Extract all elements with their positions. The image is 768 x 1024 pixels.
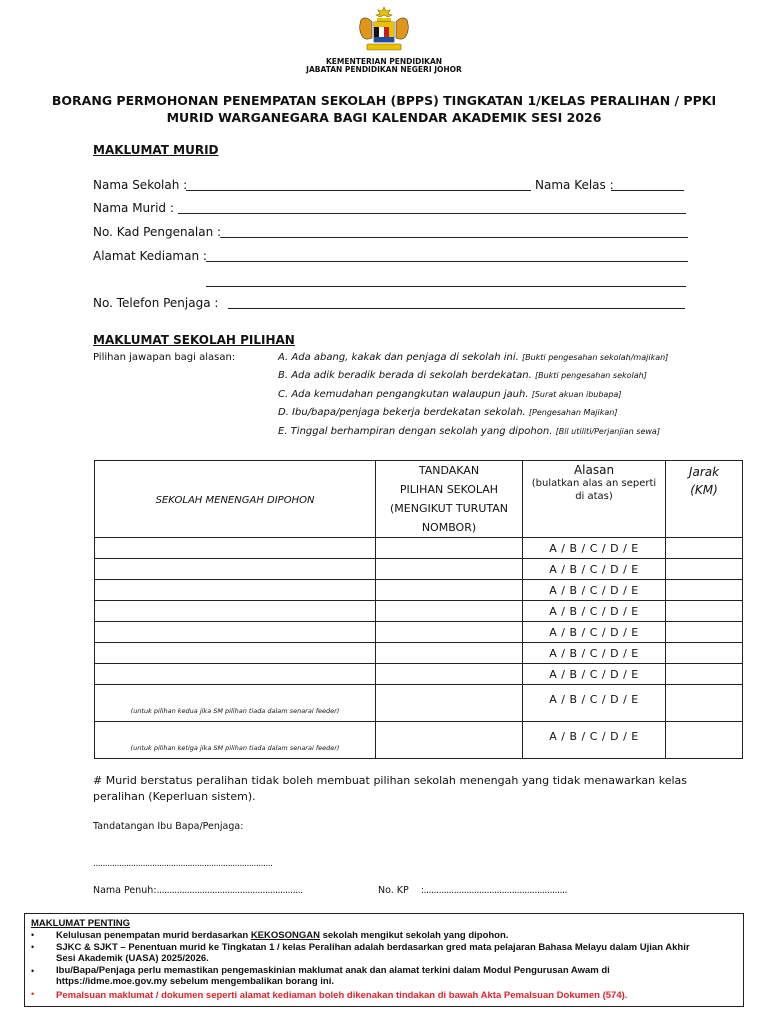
school-cell[interactable] <box>95 622 376 643</box>
choice-cell[interactable] <box>376 685 523 722</box>
class-name-label: Nama Kelas : <box>535 178 614 192</box>
note-vacancy <box>56 930 508 941</box>
table-row <box>95 559 743 580</box>
second-choice-note: (untuk pilihan kedua jika SM pilihan tiada dalam senarai feeder) <box>130 707 340 715</box>
header-distance-column <box>666 461 743 538</box>
choice-cell[interactable] <box>376 664 523 685</box>
choice-cell[interactable] <box>376 559 523 580</box>
guardian-ic-row <box>378 885 567 896</box>
reason-option-b-text: B. Ada adik beradik berada di sekolah berdekatan. <box>278 370 532 381</box>
ic-number-field[interactable] <box>220 237 688 238</box>
distance-cell[interactable] <box>666 622 743 643</box>
reason-option-a-proof: [Bukti pengesahan sekolah/majikan] <box>521 353 669 362</box>
reason-cell[interactable]: A / B / C / D / E <box>523 622 666 643</box>
student-name-label: Nama Murid : <box>93 201 174 215</box>
guardian-phone-label: No. Telefon Penjaga : <box>93 296 219 310</box>
note-sjkc-sjkt-line2: Sesi Akademik (UASA) 2025/2026. <box>56 953 209 964</box>
reason-cell[interactable]: A / B / C / D / E <box>523 685 666 722</box>
choice-cell[interactable] <box>376 643 523 664</box>
school-choice-heading: MAKLUMAT SEKOLAH PILIHAN <box>93 333 295 347</box>
table-row <box>95 538 743 559</box>
header-choice-line3: (MENGIKUT TURUTAN <box>390 502 508 515</box>
note-forgery-warning: Pemalsuan maklumat / dokumen seperti alamat kediaman boleh dikenakan tindakan di bawah Akta Pemalsuan Dokumen (574). <box>56 990 628 1001</box>
guardian-ic-label: No. KP <box>378 885 409 896</box>
choice-cell[interactable] <box>376 722 523 759</box>
note-idme-line1: Ibu/Bapa/Penjaga perlu memastikan pengemaskinian maklumat anak dan alamat terkini dalam Modul Pengurusan Awam di <box>56 965 610 976</box>
bullet-icon: • <box>31 930 35 940</box>
class-name-field[interactable] <box>611 190 684 191</box>
reason-option-a <box>278 352 668 363</box>
school-cell[interactable] <box>95 685 376 722</box>
table-row <box>95 601 743 622</box>
address-label: Alamat Kediaman : <box>93 249 207 263</box>
header-school-column <box>95 461 376 538</box>
transition-student-note: # Murid berstatus peralihan tidak boleh membuat pilihan sekolah menengah yang tidak menawarkan kelas peralihan (Keperluan sistem). <box>93 774 687 803</box>
choice-cell[interactable] <box>376 601 523 622</box>
important-notes-box <box>24 913 744 1007</box>
table-row <box>95 664 743 685</box>
reason-option-c-text: C. Ada kemudahan pengangkutan walaupun jauh. <box>278 389 529 400</box>
important-notes-heading: MAKLUMAT PENTING <box>31 918 131 929</box>
choice-cell[interactable] <box>376 622 523 643</box>
reason-option-c-proof: [Surat akuan ibubapa] <box>531 390 622 399</box>
student-name-field[interactable] <box>178 213 686 214</box>
bullet-icon: • <box>31 942 35 952</box>
distance-cell[interactable] <box>666 538 743 559</box>
reason-option-e <box>278 426 660 437</box>
department-name: JABATAN PENDIDIKAN NEGERI JOHOR <box>306 65 462 74</box>
reason-option-d <box>278 407 617 418</box>
ic-number-label: No. Kad Pengenalan : <box>93 225 222 239</box>
form-title <box>40 92 728 126</box>
header-choice-line1: TANDAKAN <box>418 464 480 477</box>
reason-cell[interactable]: A / B / C / D / E <box>523 722 666 759</box>
school-cell[interactable] <box>95 643 376 664</box>
reason-option-b <box>278 370 647 381</box>
guardian-phone-field[interactable] <box>228 308 685 309</box>
table-row <box>95 580 743 601</box>
full-name-row <box>93 885 303 896</box>
header-reason-title: Alasan <box>573 463 615 477</box>
bullet-icon: • <box>31 989 35 999</box>
reason-option-d-proof: [Pengesahan Majikan] <box>528 408 618 417</box>
address-field-line2[interactable] <box>206 286 686 287</box>
full-name-field[interactable]: .......................................................... <box>156 885 303 896</box>
distance-cell[interactable] <box>666 685 743 722</box>
distance-cell[interactable] <box>666 559 743 580</box>
full-name-label: Nama Penuh: <box>93 885 157 896</box>
reason-cell[interactable]: A / B / C / D / E <box>523 580 666 601</box>
distance-cell[interactable] <box>666 601 743 622</box>
note-vacancy-post: sekolah mengikut sekolah yang dipohon. <box>319 930 509 941</box>
guardian-signature-field[interactable]: ............................................................................ <box>93 859 273 869</box>
school-cell[interactable] <box>95 664 376 685</box>
distance-cell[interactable] <box>666 664 743 685</box>
reason-cell[interactable]: A / B / C / D / E <box>523 538 666 559</box>
reason-option-a-text: A. Ada abang, kakak dan penjaga di sekolah ini. <box>278 352 519 363</box>
guardian-ic-field[interactable]: :......................................................... <box>420 885 568 896</box>
header-distance-title: Jarak <box>688 465 720 479</box>
header-choice-line2: PILIHAN SEKOLAH <box>399 483 499 496</box>
reason-cell[interactable]: A / B / C / D / E <box>523 664 666 685</box>
address-field-line1[interactable] <box>206 261 688 262</box>
reason-cell[interactable]: A / B / C / D / E <box>523 643 666 664</box>
school-cell[interactable] <box>95 580 376 601</box>
distance-cell[interactable] <box>666 722 743 759</box>
note-vacancy-pre: Kelulusan penempatan murid berdasarkan <box>56 930 251 941</box>
school-cell[interactable] <box>95 559 376 580</box>
choice-cell[interactable] <box>376 580 523 601</box>
guardian-signature-label: Tandatangan Ibu Bapa/Penjaga: <box>93 821 244 832</box>
reason-cell[interactable]: A / B / C / D / E <box>523 559 666 580</box>
reason-option-e-proof: [Bil utiliti/Perjanjian sewa] <box>555 427 660 436</box>
note-vacancy-keyword: KEKOSONGAN <box>250 930 320 941</box>
distance-cell[interactable] <box>666 580 743 601</box>
reason-option-e-text: E. Tinggal berhampiran dengan sekolah yang dipohon. <box>278 426 553 437</box>
form-title-line2: MURID WARGANEGARA BAGI KALENDAR AKADEMIK SESI 2026 <box>166 110 602 125</box>
table-header-row <box>95 461 743 538</box>
reason-intro: Pilihan jawapan bagi alasan: <box>93 352 236 363</box>
third-choice-note: (untuk pilihan ketiga jika SM pilihan tiada dalam senarai feeder) <box>130 744 340 752</box>
reason-option-c <box>278 389 621 400</box>
table-row-third-choice <box>95 722 743 759</box>
school-cell[interactable] <box>95 538 376 559</box>
header-reason-column <box>523 461 666 538</box>
school-name-label: Nama Sekolah : <box>93 178 188 192</box>
ministry-name: KEMENTERIAN PENDIDIKAN <box>325 57 443 66</box>
distance-cell[interactable] <box>666 643 743 664</box>
reason-option-b-proof: [Bukti pengesahan sekolah] <box>534 371 647 380</box>
table-row-second-choice <box>95 685 743 722</box>
school-cell[interactable] <box>95 601 376 622</box>
note-idme-line2: https://idme.moe.gov.my sebelum mengembalikan borang ini. <box>56 976 335 987</box>
header-reason-sub: (bulatkan alas an seperti di atas) <box>531 478 657 502</box>
header-choice-line4: NOMBOR) <box>421 521 477 534</box>
table-row <box>95 643 743 664</box>
malaysia-coat-of-arms-icon <box>355 6 413 54</box>
school-choice-table <box>94 460 743 759</box>
school-name-field[interactable] <box>186 190 531 191</box>
bullet-icon: • <box>31 966 35 976</box>
form-title-line1: BORANG PERMOHONAN PENEMPATAN SEKOLAH (BPPS) TINGKATAN 1/KELAS PERALIHAN / PPKI <box>51 93 717 108</box>
choice-cell[interactable] <box>376 538 523 559</box>
note-sjkc-sjkt-line1: SJKC & SJKT – Penentuan murid ke Tingkatan 1 / kelas Peralihan adalah berdasarkan gred mata pelajaran Bahasa Melayu dalam Ujian Akhir <box>56 942 690 953</box>
school-cell[interactable] <box>95 722 376 759</box>
table-row <box>95 622 743 643</box>
reason-cell[interactable]: A / B / C / D / E <box>523 601 666 622</box>
header-distance-unit: (KM) <box>690 483 718 497</box>
student-info-heading: MAKLUMAT MURID <box>93 143 219 157</box>
reason-option-d-text: D. Ibu/bapa/penjaga bekerja berdekatan sekolah. <box>278 407 526 418</box>
header-choice-column <box>376 461 523 538</box>
header-school-label: SEKOLAH MENENGAH DIPOHON <box>155 494 315 506</box>
